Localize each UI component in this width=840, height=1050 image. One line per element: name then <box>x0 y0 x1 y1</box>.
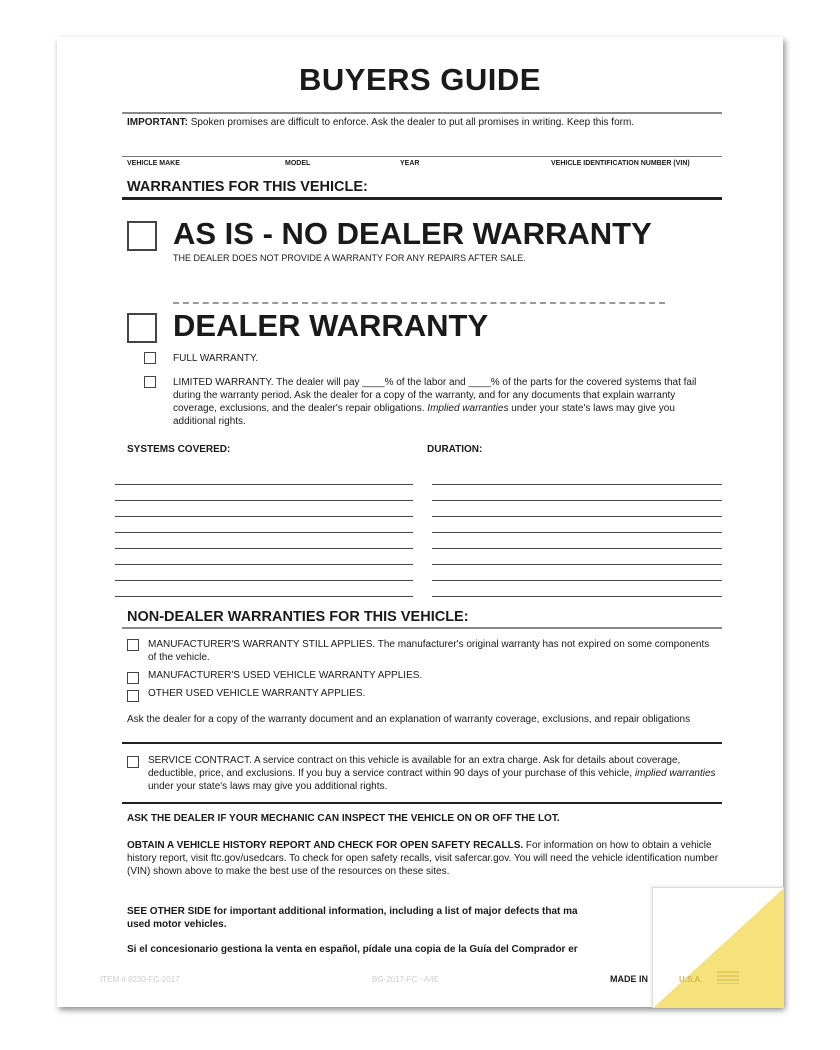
dashed-divider <box>173 302 665 304</box>
duration-line[interactable] <box>432 516 722 517</box>
flag-icon <box>717 971 739 984</box>
duration-line[interactable] <box>432 596 722 597</box>
page-curl-corner <box>652 887 784 1008</box>
systems-covered-line[interactable] <box>115 532 413 533</box>
history-report-text: OBTAIN A VEHICLE HISTORY REPORT AND CHECK FOR OPEN SAFETY RECALLS. For information on how to obtain a vehicle history report, visit ftc.gov/usedcars. To check for open safety recalls, visit safercar.gov. You will need the vehicle identification number (VIN) shown above to make the best use of the resources on these sites. <box>127 840 719 877</box>
ask-copy-text: Ask the dealer for a copy of the warranty document and an explanation of warranty coverage, exclusions, and repair obligations <box>127 714 691 725</box>
item-number: ITEM # 8230-FC-2017 <box>100 975 180 984</box>
model-label: MODEL <box>285 160 311 167</box>
duration-label: DURATION: <box>427 444 483 455</box>
service-contract-text: SERVICE CONTRACT. A service contract on this vehicle is available for an extra charge. Ask for details about coverage, deductible, price, and exclusions. If you buy a service contract within 90 days of your purchase of this vehicle, implied warranties under your state's laws may give you additional rights. <box>148 755 716 792</box>
as-is-subtitle: THE DEALER DOES NOT PROVIDE A WARRANTY FOR ANY REPAIRS AFTER SALE. <box>173 253 526 263</box>
divider <box>122 197 722 200</box>
full-warranty-checkbox[interactable] <box>144 352 156 364</box>
systems-covered-line[interactable] <box>115 564 413 565</box>
important-notice: IMPORTANT: Spoken promises are difficult to enforce. Ask the dealer to put all promises in writing. Keep this form. <box>127 117 635 128</box>
duration-line[interactable] <box>432 580 722 581</box>
vehicle-fields-line <box>122 156 722 157</box>
yellow-copy-triangle <box>653 888 784 1008</box>
duration-line[interactable] <box>432 532 722 533</box>
vin-label: VEHICLE IDENTIFICATION NUMBER (VIN) <box>551 160 690 167</box>
systems-covered-line[interactable] <box>115 548 413 549</box>
systems-covered-line[interactable] <box>115 516 413 517</box>
limited-warranty-text: LIMITED WARRANTY. The dealer will pay ____% of the labor and ____% of the parts for the covered systems that fail during the warranty period. Ask the dealer for a copy of the warranty, and for any documents that explain warranty coverage, exclusions, and the dealer's repair obligations. Implied warranties under your state's laws may give you additional rights. <box>173 377 697 427</box>
dealer-warranty-title: DEALER WARRANTY <box>173 308 489 343</box>
other-used-warranty-text: OTHER USED VEHICLE WARRANTY APPLIES. <box>148 688 366 699</box>
duration-line[interactable] <box>432 484 722 485</box>
dealer-warranty-checkbox[interactable] <box>127 313 157 343</box>
duration-line[interactable] <box>432 564 722 565</box>
mechanic-notice: ASK THE DEALER IF YOUR MECHANIC CAN INSPECT THE VEHICLE ON OR OFF THE LOT. <box>127 813 560 824</box>
divider <box>122 802 722 804</box>
page-title: BUYERS GUIDE <box>299 62 541 97</box>
year-label: YEAR <box>400 160 420 167</box>
systems-covered-label: SYSTEMS COVERED: <box>127 444 231 455</box>
divider <box>122 627 722 629</box>
duration-line[interactable] <box>432 500 722 501</box>
limited-warranty-checkbox[interactable] <box>144 376 156 388</box>
divider <box>122 742 722 744</box>
made-in-label: MADE IN <box>610 974 648 984</box>
usa-label: U.S.A. <box>679 975 703 984</box>
service-contract-checkbox[interactable] <box>127 756 139 768</box>
manufacturer-warranty-checkbox[interactable] <box>127 639 139 651</box>
other-side-text: SEE OTHER SIDE for important additional information, including a list of major defects that ma used motor vehicles. <box>127 906 578 930</box>
systems-covered-line[interactable] <box>115 580 413 581</box>
systems-covered-line[interactable] <box>115 500 413 501</box>
duration-line[interactable] <box>432 548 722 549</box>
as-is-title: AS IS - NO DEALER WARRANTY <box>173 216 652 251</box>
non-dealer-heading: NON-DEALER WARRANTIES FOR THIS VEHICLE: <box>127 609 469 625</box>
manufacturer-warranty-text: MANUFACTURER'S WARRANTY STILL APPLIES. The manufacturer's original warranty has not expired on some components of the vehicle. <box>148 639 710 663</box>
warranties-heading: WARRANTIES FOR THIS VEHICLE: <box>127 179 368 195</box>
systems-covered-line[interactable] <box>115 484 413 485</box>
full-warranty-label: FULL WARRANTY. <box>173 353 259 364</box>
systems-covered-line[interactable] <box>115 596 413 597</box>
as-is-checkbox[interactable] <box>127 221 157 251</box>
manufacturer-used-warranty-checkbox[interactable] <box>127 672 139 684</box>
divider <box>122 112 722 114</box>
manufacturer-used-warranty-text: MANUFACTURER'S USED VEHICLE WARRANTY APPLIES. <box>148 670 423 681</box>
other-used-warranty-checkbox[interactable] <box>127 690 139 702</box>
vehicle-make-label: VEHICLE MAKE <box>127 160 180 167</box>
form-code: BG-2017-FC - A/IE <box>372 975 440 984</box>
spanish-notice: Si el concesionario gestiona la venta en español, pídale una copia de la Guía del Comprador er <box>127 944 578 955</box>
